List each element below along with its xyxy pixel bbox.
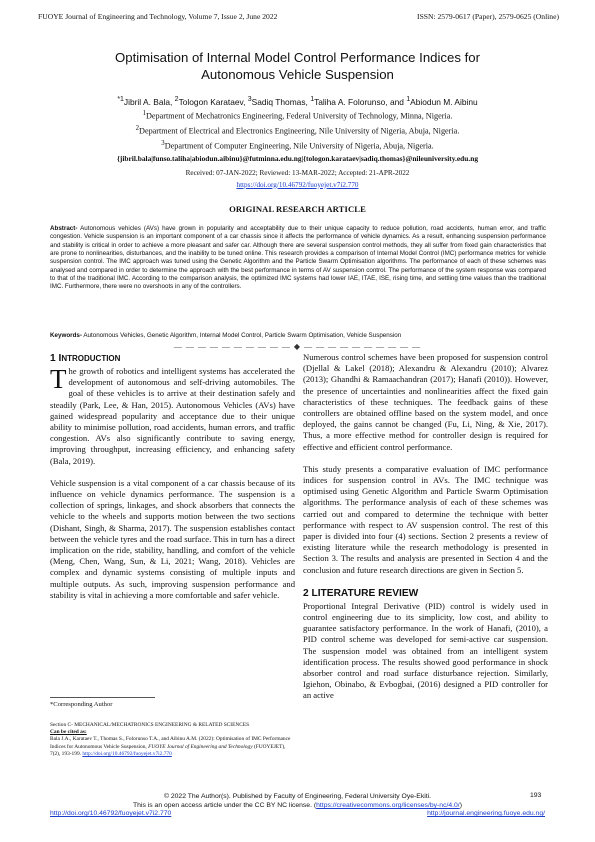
intro-heading-rest: NTRODUCTION	[61, 354, 121, 363]
abstract-text: Autonomous vehicles (AVs) have grown in popularity and acceptability due to their unique capacity to reduce pollution, road accidents, human error, and traffic congestion. Vehicle suspension is an important component of a car chassis since it affects the performance of vehicle dynamics. As a result, enhancing suspension performance and stability is critical in order to achieve a more pleasant and safer car. Although there are several suspension control methods, they all suffer from fixed gain characteristics that are prone to nonlinearities, disturbances, and the inability to be tuned online. This research provides a comparison of Internal Model Control (IMC) performance metrics for vehicle suspension control. The IMC approach was tuned using the Genetic Algorithm and the Particle Swarm Optimisation algorithms. The performance of each of these schemes was analysed and compared in order to determine the approach with the best performance in terms of AV suspension control. The performance of the system response was compared to that of the traditional IMC. According to the comparison analysis, the optimized IMC systems had lower IAE, ITAE, ISE, rising time, and settling time values than the traditional IMC. Furthermore, there were no overshoots in any of the controllers.	[50, 225, 546, 291]
intro-paragraph-1	[50, 366, 295, 467]
affiliation-sup: 2	[135, 125, 140, 133]
affiliation-1	[0, 108, 595, 123]
paper-title-line-1: Optimisation of Internal Model Control Performance Indices for	[114, 50, 481, 65]
author-sup: 1	[310, 96, 315, 103]
affiliation-sup: 3	[161, 140, 165, 148]
footnote-rule	[50, 697, 155, 698]
citation-part: Bala J.A., Karataev T., Thomas S., Folorunso T.A., and Aibinu A.M. (2022): Optimisation of IMC Performance Indices for Autonomous Vehicle Suspension,	[50, 736, 291, 750]
footer-doi-link[interactable]: http://doi.org/10.46792/fuoyejet.v7i2.770	[50, 810, 172, 817]
doi-link[interactable]: https://doi.org/10.46792/fuoyejet.v7i2.770	[236, 180, 359, 189]
literature-review-heading: 2 LITERATURE REVIEW	[303, 587, 419, 599]
cite-heading: Can be cited as:	[50, 729, 87, 736]
citation-doi-link[interactable]: http://doi.org/10.46792/fuoyejet.v7i2.770	[82, 750, 172, 757]
running-header-journal: FUOYE Journal of Engineering and Technology, Volume 7, Issue 2, June 2022	[38, 12, 278, 21]
paper-title-line-2: Autonomous Vehicle Suspension	[201, 66, 394, 82]
corresponding-author-note: *Corresponding Author	[50, 701, 113, 708]
intro-heading	[50, 352, 295, 365]
intro-paragraph-3: Numerous control schemes have been proposed for suspension control (Djellal & Lakel (2018); Alexandru & Alexandru (2010); Alvarez (2013); Ghandhi & Ramaachandran (2017); Hanafi (2010)). However, the presence of uncertainties and nonlinearities affect the fixed gain characteristics of these techniques. The feedback gains of these controllers are obtained offline based on the system model, and once deployed, the gains cannot be changed (Fu, Li, Ning, & Xie, 2017). Thus, a more effective method for controller design is required for effective and efficient control performance.	[303, 352, 548, 452]
author-sup: *1	[117, 96, 124, 103]
copyright-line: © 2022 The Author(s). Published by Faculty of Engineering, Federal University Oye-Ekiti.	[163, 793, 432, 800]
author-list	[0, 94, 595, 108]
article-type: ORIGINAL RESEARCH ARTICLE	[229, 204, 366, 214]
license-text: This is an open access article under the CC BY NC license. (	[133, 802, 317, 809]
review-dates: Received: 07-JAN-2022; Reviewed: 13-MAR-2022; Accepted: 21-APR-2022	[185, 169, 410, 177]
keywords-label: Keywords-	[50, 332, 82, 339]
footer-journal-link[interactable]: http://journal.engineering.fuoye.edu.ng/	[427, 810, 545, 817]
affiliation-3	[0, 138, 595, 153]
section-divider: — — — — — — — — — — ◆ — — — — — — — — — —	[173, 342, 422, 351]
author-sup: 3	[247, 96, 252, 103]
affiliation-2	[0, 123, 595, 138]
intro-heading-num: 1 I	[50, 353, 62, 364]
abstract	[50, 225, 546, 292]
affiliation-text: Department of Computer Engineering, Nile University of Nigeria, Abuja, Nigeria.	[164, 142, 434, 152]
intro-paragraph-2: Vehicle suspension is a vital component of a car chassis because of its influence on vehicle dynamics performance. The suspension is a collection of springs, linkages, and shock absorbers that connects the vehicle to the wheels and supports motion between the two sections (Dishant, Singh, & Sharma, 2017). The suspension establishes contact between the vehicle tyres and the road surface. This in turn has a direct implication on the ride, stability, handling, and comfort of the vehicle (Meng, Chen, Wang, Sun, & Li, 2021; Wang, 2018). Vehicles are complex and dynamic systems consisting of multiple inputs and multiple outputs. As such, improving suspension performance and stability is vital in achieving a more comfortable and safer vehicle.	[50, 477, 295, 600]
affiliation-text: Department of Electrical and Electronics Engineering, Nile University of Nigeria, Abuja, Nigeria.	[139, 126, 460, 136]
affiliation-text: Department of Mechatronics Engineering, Federal University of Technology, Minna, Nigeria.	[146, 111, 453, 121]
affiliation-sup: 1	[142, 110, 147, 117]
paper-title	[0, 50, 595, 83]
citation-part: (FUOYEJET), 7(2), 193-199.	[50, 743, 286, 757]
license-link[interactable]: https://creativecommons.org/licenses/by-nc/4.0/	[316, 802, 460, 809]
citation-block	[50, 722, 295, 758]
article-dates	[0, 168, 595, 191]
left-column	[50, 352, 295, 601]
author-sup: 2	[174, 96, 179, 103]
intro-paragraph-1-text: he growth of robotics and intelligent systems has accelerated the development of autonomous and self-driving automobiles. The goal of these vehicles is to arrive at their destination safely and steadily (Park, Lee, & Han, 2015). Autonomous Vehicles (AVs) have gained widespread popularity and acceptance due to their unique ability to minimise pollution, road accidents, human errors, and traffic congestion. AVs also significantly contribute to saving energy, improving throughput, increasing efficiency, and enhancing safety (Bala, 2019).	[50, 366, 295, 466]
literature-paragraph-1: Proportional Integral Derivative (PID) control is widely used in control engineering due to its simplicity, low cost, and ability to guarantee satisfactory performance. In the work of Hanafi, (2010), a PID control scheme was developed for semi-active car suspension. The suspension model was obtained from an intelligent system identification process. The results showed good performance in shock absorber control and road surface disturbance rejection. Similarly, Igiehon, Obinabo, & Evbogbai, (2016) designed a PID controller for an active	[303, 600, 548, 701]
right-column	[303, 352, 548, 702]
author-sup: 1	[406, 96, 411, 103]
author-name: Tologon Karataev,	[178, 96, 246, 107]
author-name: Abiodun M. Aibinu	[410, 96, 478, 107]
intro-paragraph-4: This study presents a comparative evaluation of IMC performance indices for suspension control in AVs. The IMC technique was optimised using Genetic Algorithm and Particle Swarm Optimisation algorithms. The performance analysis of each of these schemes was carried out and compared to determine the technique with better performance with respect to AV suspension control. The rest of this paper is divided into four (4) sections. Section 2 presents a review of existing literature while the research methodology is presented in Section 3. The results and analysis are presented in Section 4 and the conclusion and future research directions are given in Section 5.	[303, 463, 548, 575]
author-name: Jibril A. Bala,	[123, 96, 173, 107]
license-line	[0, 801, 595, 810]
author-name: Taliha A. Folorunso, and	[314, 96, 404, 107]
abstract-label: Abstract-	[50, 225, 78, 232]
keywords-text: Autonomous Vehicles, Genetic Algorithm, Internal Model Control, Particle Swarm Optimisation, Vehicle Suspension	[81, 332, 402, 339]
author-name: Sadiq Thomas,	[251, 96, 308, 107]
page-number: 193	[530, 792, 542, 799]
citation-journal: FUOYE Journal of Engineering and Technology	[148, 743, 253, 750]
affiliations	[0, 108, 595, 166]
citation-text	[50, 736, 295, 758]
drop-cap: T	[50, 364, 67, 394]
page-footer	[0, 792, 595, 810]
section-category: Section C- MECHANICAL/MECHATRONICS ENGINEERING & RELATED SCIENCES	[50, 722, 250, 728]
license-text-end: )	[459, 802, 462, 809]
running-header-issn: ISSN: 2579-0617 (Paper), 2579-0625 (Online)	[417, 12, 559, 21]
author-emails: {jibril.bala|funso.taliha|abiodun.aibinu}@futminna.edu.ng|{tologon.karataev|sadiq.thomas}@nileuniversity.edu.ng	[116, 154, 479, 164]
keywords	[50, 332, 546, 339]
